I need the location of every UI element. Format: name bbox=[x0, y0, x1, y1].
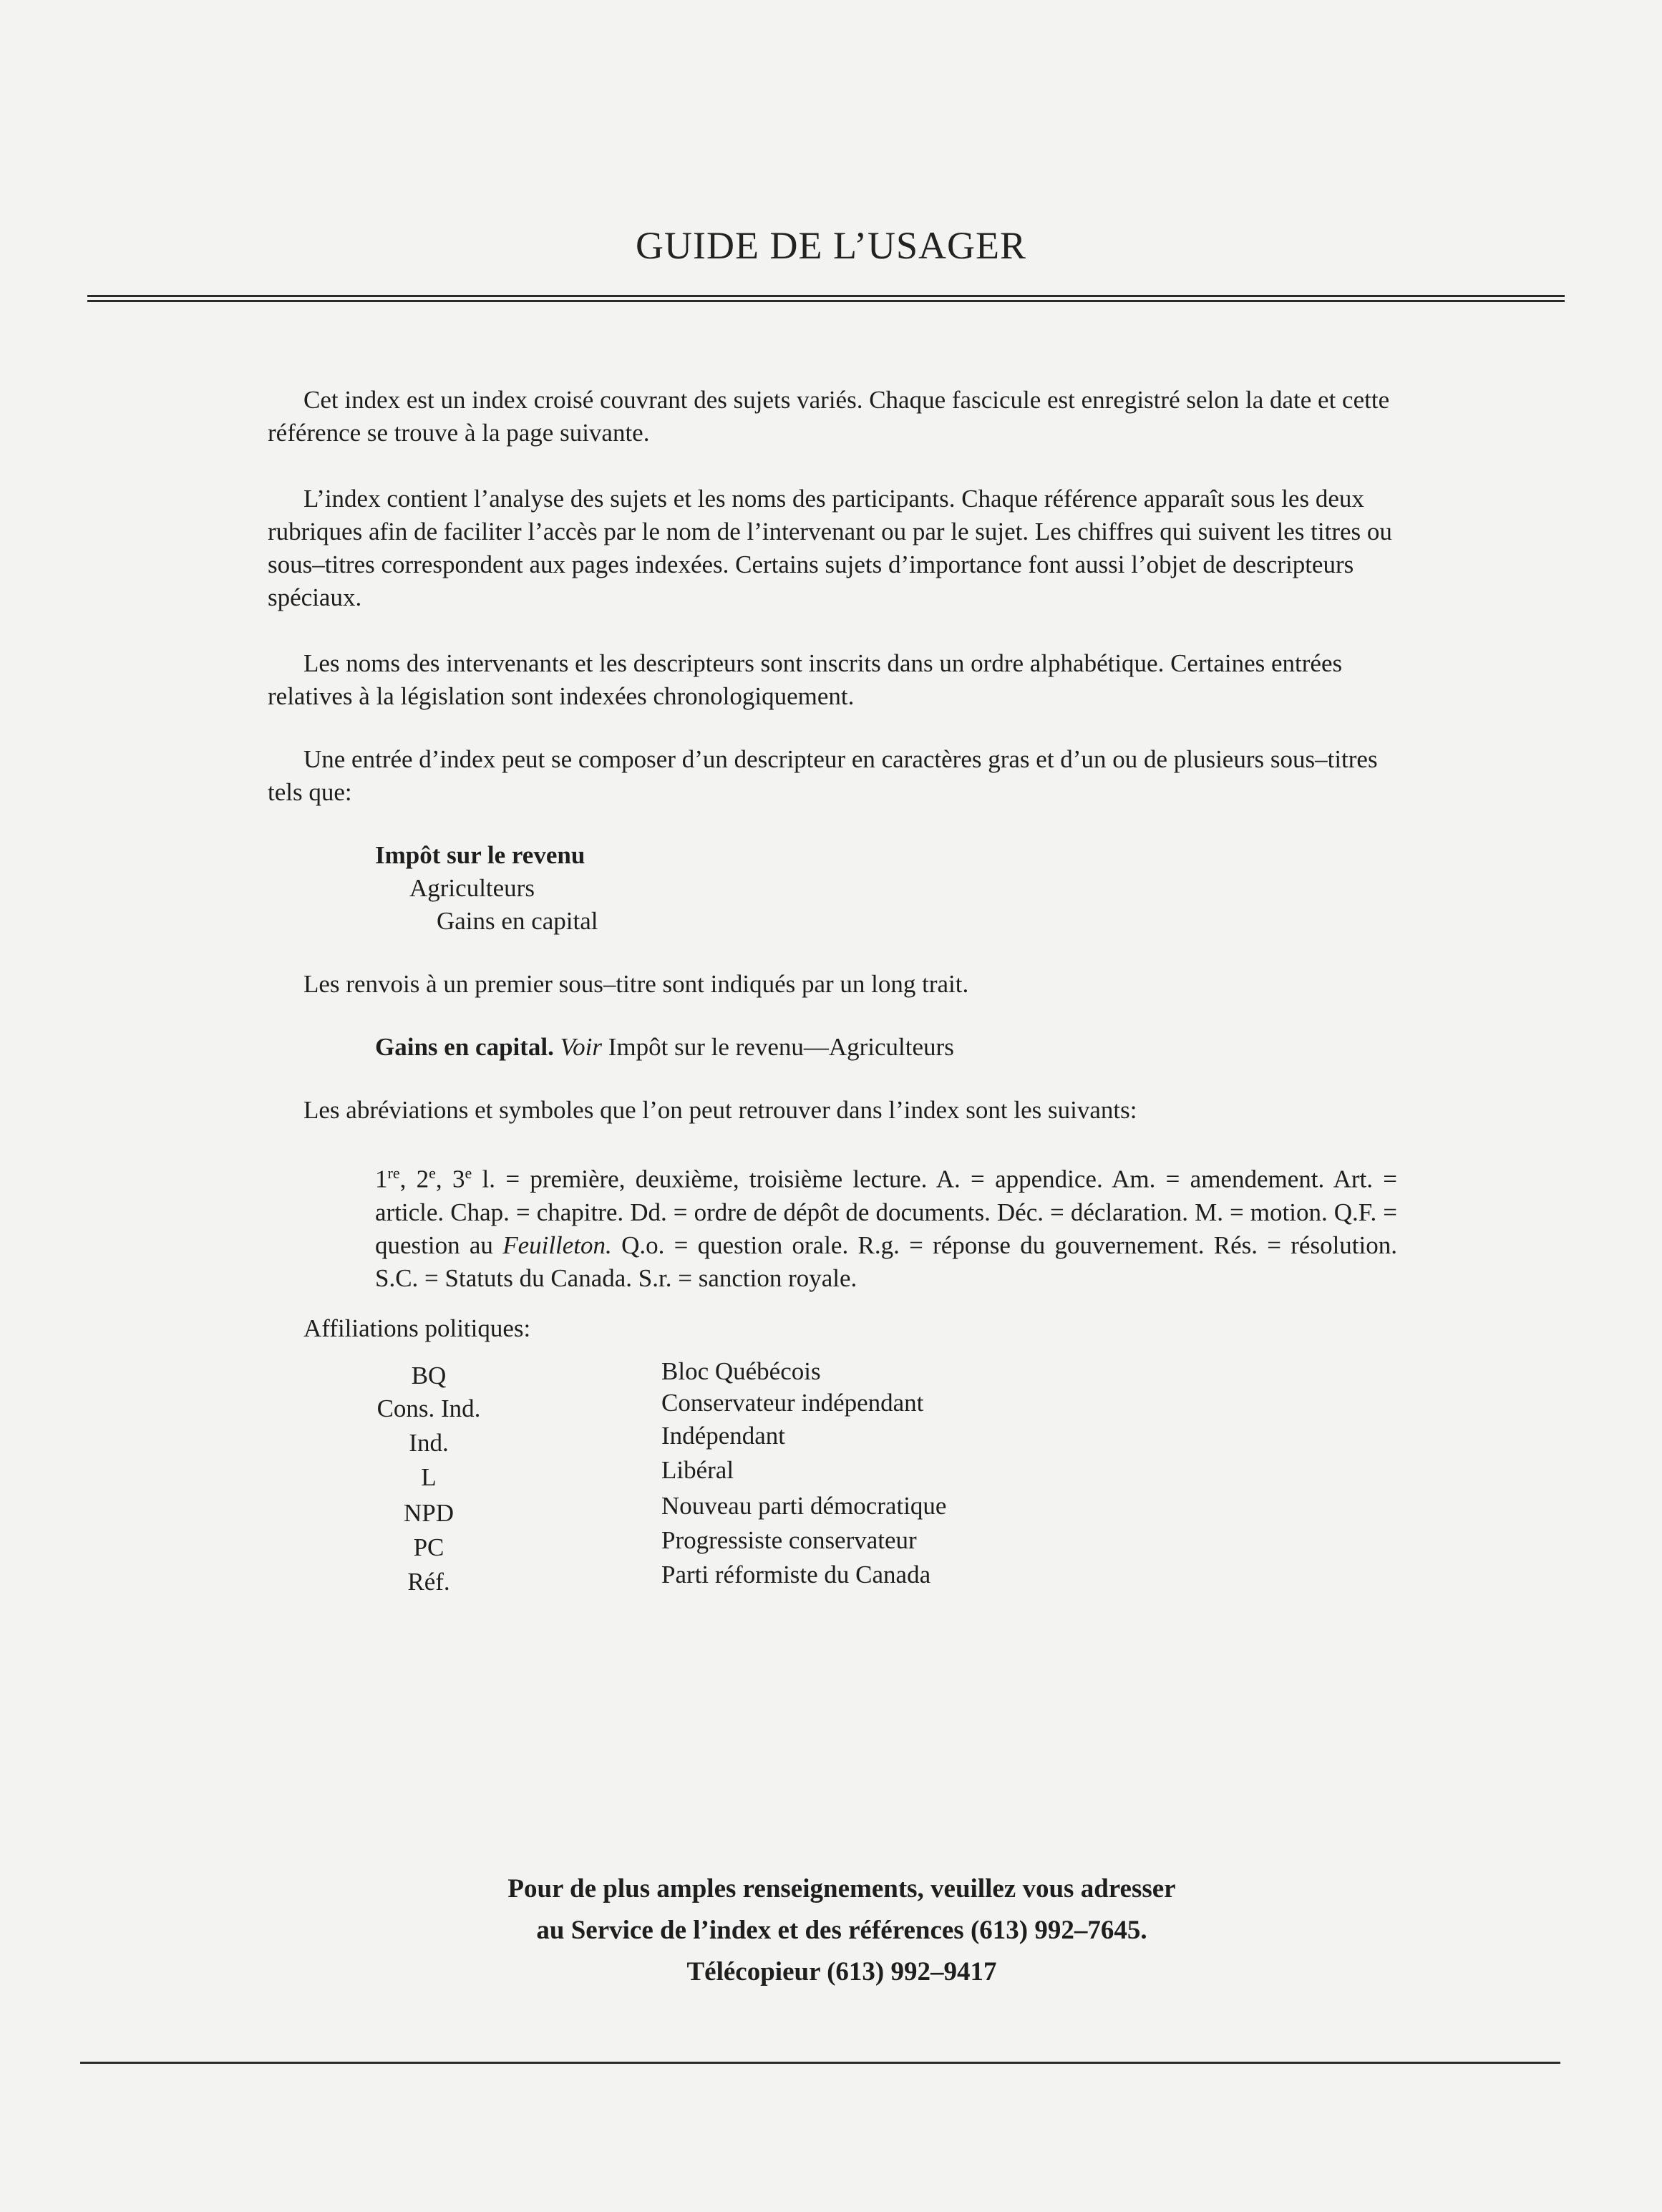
affiliation-code: Réf. bbox=[407, 1567, 450, 1596]
xref-target: Impôt sur le revenu—Agriculteurs bbox=[608, 1033, 954, 1061]
paragraph-abbreviations: Les abréviations et symboles que l’on peut retrouver dans l’index sont les suivants: bbox=[303, 1096, 1137, 1124]
affiliation-name: Parti réformiste du Canada bbox=[661, 1560, 931, 1588]
title-double-rule bbox=[87, 295, 1565, 302]
cross-reference-example bbox=[375, 1031, 1397, 1064]
affiliation-name: Libéral bbox=[661, 1455, 734, 1484]
page-title: GUIDE DE L’USAGER bbox=[636, 224, 1026, 267]
xref-bold: Gains en capital. bbox=[375, 1033, 554, 1061]
affiliation-name: Progressiste conservateur bbox=[661, 1525, 917, 1554]
affiliation-row bbox=[268, 1421, 1341, 1460]
affiliation-name: Bloc Québécois bbox=[661, 1357, 821, 1385]
contact-line-1: Pour de plus amples renseignements, veuillez vous adresser bbox=[507, 1874, 1176, 1903]
affiliation-code: Ind. bbox=[409, 1428, 449, 1457]
guide-body bbox=[268, 384, 1397, 1610]
paragraph-entry-format: Une entrée d’index peut se composer d’un descripteur en caractères gras et d’un ou de plusieurs sous–titres tels que: bbox=[268, 745, 1378, 806]
affiliation-name: Conservateur indépendant bbox=[661, 1388, 924, 1417]
abbreviations-list: 1re, 2e, 3e l. = première, deuxième, troisième lecture. A. = appendice. Am. = amendement. Art. = article. Chap. = chapitre. Dd. = ordre de dépôt de documents. Déc. = déclaration. M. = motion. Q.F. = question au Feuilleton. Q.o. = question orale. R.g. = réponse du gouvernement. Rés. = résolution. S.C. = Statuts du Canada. S.r. = sanction royale. bbox=[375, 1164, 1398, 1292]
example-subtitle-2: Gains en capital bbox=[437, 907, 598, 935]
paragraph-cross-reference: Les renvois à un premier sous–titre sont indiqués par un long trait. bbox=[303, 970, 969, 998]
affiliation-row bbox=[268, 1560, 1341, 1599]
example-subtitle-1: Agriculteurs bbox=[409, 874, 535, 902]
contact-block bbox=[0, 1868, 1662, 1993]
affiliation-code: PC bbox=[413, 1533, 444, 1561]
bottom-rule bbox=[80, 2062, 1560, 2064]
affiliation-code: BQ bbox=[411, 1361, 447, 1389]
affiliations-table bbox=[268, 1352, 1397, 1610]
contact-line-3: Télécopieur (613) 992–9417 bbox=[686, 1957, 997, 1987]
paragraph-ordering: Les noms des intervenants et les descripteurs sont inscrits dans un ordre alphabétique. Certaines entrées relatives à la législation sont indexées chronologiquement. bbox=[268, 649, 1343, 710]
affiliation-code: Cons. Ind. bbox=[376, 1394, 481, 1422]
paragraph-intro: Cet index est un index croisé couvrant des sujets variés. Chaque fascicule est enregistré selon la date et cette référence se trouve à la page suivante. bbox=[268, 386, 1390, 447]
contact-line-2: au Service de l’index et des références (613) 992–7645. bbox=[536, 1916, 1147, 1945]
example-descriptor: Impôt sur le revenu bbox=[375, 841, 585, 869]
affiliation-name: Nouveau parti démocratique bbox=[661, 1491, 947, 1520]
affiliation-name: Indépendant bbox=[661, 1421, 785, 1450]
affiliation-row bbox=[268, 1388, 1341, 1425]
xref-italic: Voir bbox=[560, 1033, 602, 1061]
affiliation-code: L bbox=[421, 1462, 437, 1491]
paragraph-analysis: L’index contient l’analyse des sujets et les noms des participants. Chaque référence apparaît sous les deux rubriques afin de faciliter l’accès par le nom de l’intervenant ou par le sujet. Les chiffres qui suivent les titres ou sous–titres correspondent aux pages indexées. Certains sujets d’importance font aussi l’objet de descripteurs spéciaux. bbox=[268, 485, 1392, 611]
affiliations-label: Affiliations politiques: bbox=[303, 1314, 531, 1342]
affiliation-code: NPD bbox=[403, 1498, 455, 1527]
